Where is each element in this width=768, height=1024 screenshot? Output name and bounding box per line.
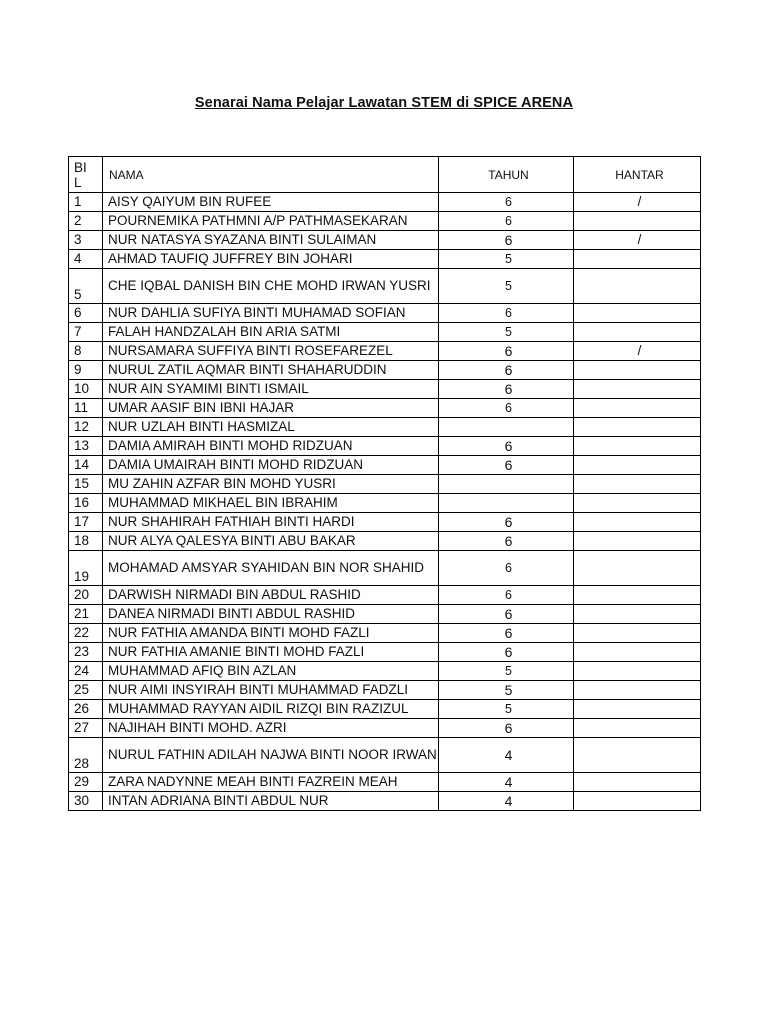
table-row (69, 719, 701, 738)
year-value: 6 (439, 437, 574, 456)
row-number: 15 (69, 475, 103, 494)
row-number: 25 (69, 681, 103, 700)
table-row (69, 475, 701, 494)
submitted-mark (574, 643, 701, 662)
submitted-mark (574, 399, 701, 418)
year-value: 6 (439, 212, 574, 231)
submitted-mark (574, 662, 701, 681)
student-name: NAJIHAH BINTI MOHD. AZRI (103, 719, 439, 738)
header-tahun: TAHUN (439, 157, 574, 193)
year-value: 5 (439, 323, 574, 342)
submitted-mark (574, 380, 701, 399)
submitted-mark (574, 532, 701, 551)
table-row (69, 513, 701, 532)
table-row (69, 437, 701, 456)
submitted-mark (574, 304, 701, 323)
student-name: AISY QAIYUM BIN RUFEE (103, 193, 439, 212)
year-value: 6 (439, 643, 574, 662)
submitted-mark (574, 250, 701, 269)
year-value: 6 (439, 586, 574, 605)
row-number: 17 (69, 513, 103, 532)
table-row (69, 605, 701, 624)
student-name: NUR FATHIA AMANDA BINTI MOHD FAZLI (103, 624, 439, 643)
student-name: DANEA NIRMADI BINTI ABDUL RASHID (103, 605, 439, 624)
submitted-mark (574, 586, 701, 605)
table-row (69, 323, 701, 342)
row-number: 16 (69, 494, 103, 513)
table-row (69, 231, 701, 250)
submitted-mark (574, 792, 701, 811)
year-value (439, 494, 574, 513)
year-value: 6 (439, 551, 574, 586)
submitted-mark: / (574, 193, 701, 212)
table-row (69, 380, 701, 399)
table-row (69, 586, 701, 605)
submitted-mark (574, 418, 701, 437)
table-row (69, 269, 701, 304)
year-value: 5 (439, 269, 574, 304)
year-value: 4 (439, 792, 574, 811)
table-row (69, 681, 701, 700)
submitted-mark (574, 624, 701, 643)
table-row (69, 342, 701, 361)
submitted-mark (574, 773, 701, 792)
submitted-mark (574, 605, 701, 624)
submitted-mark: / (574, 342, 701, 361)
row-number: 2 (69, 212, 103, 231)
submitted-mark: / (574, 231, 701, 250)
year-value: 5 (439, 662, 574, 681)
year-value: 6 (439, 361, 574, 380)
row-number: 28 (69, 738, 103, 773)
table-header-row (69, 157, 701, 193)
student-name: NUR AIMI INSYIRAH BINTI MUHAMMAD FADZLI (103, 681, 439, 700)
year-value (439, 475, 574, 494)
row-number: 9 (69, 361, 103, 380)
year-value: 4 (439, 738, 574, 773)
row-number: 23 (69, 643, 103, 662)
student-name: MUHAMMAD MIKHAEL BIN IBRAHIM (103, 494, 439, 513)
year-value: 6 (439, 399, 574, 418)
student-name: NURUL FATHIN ADILAH NAJWA BINTI NOOR IRWAN (103, 738, 439, 773)
submitted-mark (574, 475, 701, 494)
header-bil-label: BIL (74, 159, 87, 190)
student-name: AHMAD TAUFIQ JUFFREY BIN JOHARI (103, 250, 439, 269)
student-name: NUR ALYA QALESYA BINTI ABU BAKAR (103, 532, 439, 551)
row-number: 30 (69, 792, 103, 811)
table-row (69, 304, 701, 323)
submitted-mark (574, 494, 701, 513)
year-value: 6 (439, 342, 574, 361)
year-value: 6 (439, 624, 574, 643)
year-value: 6 (439, 456, 574, 475)
submitted-mark (574, 551, 701, 586)
student-name: POURNEMIKA PATHMNI A/P PATHMASEKARAN (103, 212, 439, 231)
row-number: 19 (69, 551, 103, 586)
year-value: 6 (439, 719, 574, 738)
year-value: 6 (439, 532, 574, 551)
row-number: 24 (69, 662, 103, 681)
table-row (69, 361, 701, 380)
row-number: 13 (69, 437, 103, 456)
table-row (69, 773, 701, 792)
student-name: INTAN ADRIANA BINTI ABDUL NUR (103, 792, 439, 811)
submitted-mark (574, 738, 701, 773)
student-name: CHE IQBAL DANISH BIN CHE MOHD IRWAN YUSRI (103, 269, 439, 304)
student-name: DARWISH NIRMADI BIN ABDUL RASHID (103, 586, 439, 605)
row-number: 5 (69, 269, 103, 304)
document-title: Senarai Nama Pelajar Lawatan STEM di SPICE ARENA (194, 95, 574, 111)
year-value: 5 (439, 681, 574, 700)
year-value: 6 (439, 231, 574, 250)
row-number: 4 (69, 250, 103, 269)
student-name: FALAH HANDZALAH BIN ARIA SATMI (103, 323, 439, 342)
row-number: 22 (69, 624, 103, 643)
table-row (69, 494, 701, 513)
year-value: 6 (439, 380, 574, 399)
student-name: NUR DAHLIA SUFIYA BINTI MUHAMAD SOFIAN (103, 304, 439, 323)
student-name: NUR AIN SYAMIMI BINTI ISMAIL (103, 380, 439, 399)
submitted-mark (574, 212, 701, 231)
row-number: 18 (69, 532, 103, 551)
row-number: 6 (69, 304, 103, 323)
table-row (69, 532, 701, 551)
row-number: 29 (69, 773, 103, 792)
submitted-mark (574, 269, 701, 304)
student-name: NUR NATASYA SYAZANA BINTI SULAIMAN (103, 231, 439, 250)
row-number: 26 (69, 700, 103, 719)
row-number: 12 (69, 418, 103, 437)
row-number: 11 (69, 399, 103, 418)
table-row (69, 399, 701, 418)
row-number: 1 (69, 193, 103, 212)
table-row (69, 193, 701, 212)
student-name: UMAR AASIF BIN IBNI HAJAR (103, 399, 439, 418)
student-name: ZARA NADYNNE MEAH BINTI FAZREIN MEAH (103, 773, 439, 792)
table-row (69, 624, 701, 643)
header-bil (69, 157, 103, 193)
year-value: 6 (439, 605, 574, 624)
table-row (69, 738, 701, 773)
student-name: NUR UZLAH BINTI HASMIZAL (103, 418, 439, 437)
table-row (69, 250, 701, 269)
row-number: 3 (69, 231, 103, 250)
row-number: 21 (69, 605, 103, 624)
submitted-mark (574, 681, 701, 700)
year-value: 6 (439, 513, 574, 532)
student-name: NURSAMARA SUFFIYA BINTI ROSEFAREZEL (103, 342, 439, 361)
row-number: 8 (69, 342, 103, 361)
year-value (439, 418, 574, 437)
row-number: 27 (69, 719, 103, 738)
student-name: MU ZAHIN AZFAR BIN MOHD YUSRI (103, 475, 439, 494)
table-row (69, 212, 701, 231)
student-name: NURUL ZATIL AQMAR BINTI SHAHARUDDIN (103, 361, 439, 380)
submitted-mark (574, 719, 701, 738)
student-list-table (68, 156, 701, 811)
submitted-mark (574, 513, 701, 532)
year-value: 5 (439, 250, 574, 269)
table-row (69, 456, 701, 475)
submitted-mark (574, 361, 701, 380)
year-value: 4 (439, 773, 574, 792)
row-number: 7 (69, 323, 103, 342)
submitted-mark (574, 456, 701, 475)
student-name: MUHAMMAD AFIQ BIN AZLAN (103, 662, 439, 681)
year-value: 5 (439, 700, 574, 719)
row-number: 10 (69, 380, 103, 399)
year-value: 6 (439, 304, 574, 323)
header-nama: NAMA (103, 157, 439, 193)
student-name: DAMIA UMAIRAH BINTI MOHD RIDZUAN (103, 456, 439, 475)
table-row (69, 418, 701, 437)
row-number: 20 (69, 586, 103, 605)
table-row (69, 551, 701, 586)
header-hantar: HANTAR (574, 157, 701, 193)
submitted-mark (574, 700, 701, 719)
table-row (69, 700, 701, 719)
table-row (69, 662, 701, 681)
table-row (69, 792, 701, 811)
submitted-mark (574, 437, 701, 456)
student-name: MOHAMAD AMSYAR SYAHIDAN BIN NOR SHAHID (103, 551, 439, 586)
student-name: DAMIA AMIRAH BINTI MOHD RIDZUAN (103, 437, 439, 456)
table-row (69, 643, 701, 662)
submitted-mark (574, 323, 701, 342)
row-number: 14 (69, 456, 103, 475)
year-value: 6 (439, 193, 574, 212)
student-name: NUR FATHIA AMANIE BINTI MOHD FAZLI (103, 643, 439, 662)
student-name: MUHAMMAD RAYYAN AIDIL RIZQI BIN RAZIZUL (103, 700, 439, 719)
student-name: NUR SHAHIRAH FATHIAH BINTI HARDI (103, 513, 439, 532)
